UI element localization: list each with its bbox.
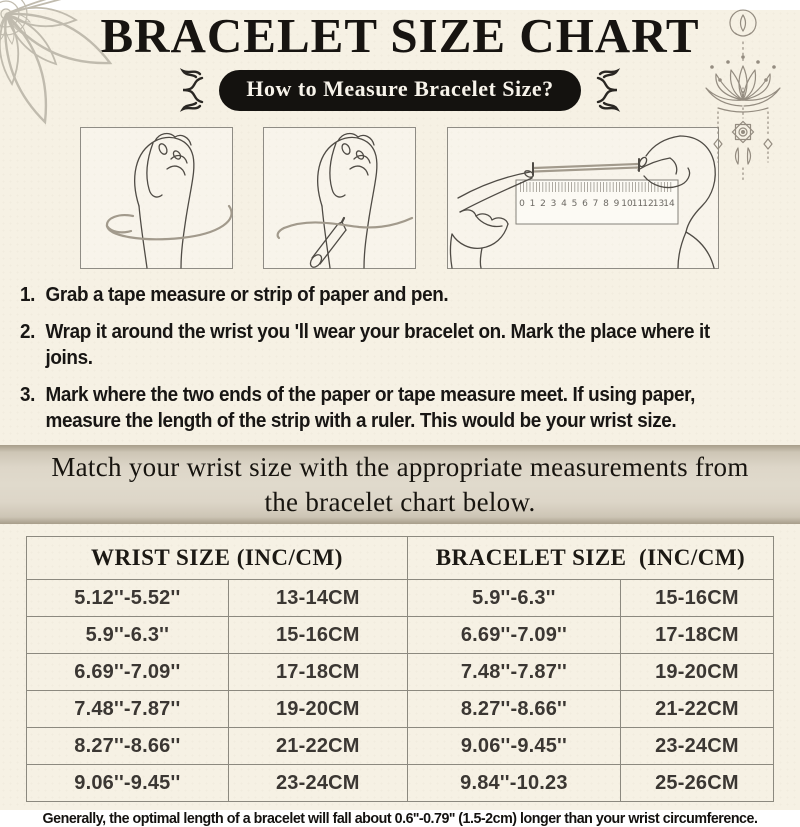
svg-text:11: 11 xyxy=(631,199,644,210)
svg-text:3: 3 xyxy=(550,199,557,210)
bracelet-inches-cell: 5.9''-6.3'' xyxy=(407,580,620,617)
svg-text:4: 4 xyxy=(561,199,567,210)
svg-text:8: 8 xyxy=(603,199,609,210)
wrist-size-header: WRIST SIZE (INC/CM) xyxy=(27,537,408,580)
right-flourish-icon xyxy=(594,68,624,112)
svg-text:5: 5 xyxy=(571,199,578,210)
size-row xyxy=(27,728,774,765)
wrist-inches-cell: 6.69''-7.09'' xyxy=(27,654,229,691)
instruction-step-3 xyxy=(20,382,768,435)
svg-text:10: 10 xyxy=(621,199,633,210)
bracelet-size-chart-infographic xyxy=(0,8,800,827)
step-text: Wrap it around the wrist you 'll wear your bracelet on. Mark the place where it joins. xyxy=(45,320,710,370)
mandala-flower-icon xyxy=(0,6,146,166)
svg-text:2: 2 xyxy=(540,199,546,210)
svg-text:13: 13 xyxy=(652,199,665,210)
wrist-cm-cell: 17-18CM xyxy=(228,654,407,691)
instruction-step-2 xyxy=(20,319,768,372)
page-title: BRACELET SIZE CHART xyxy=(100,8,700,63)
step-number: 1. xyxy=(20,284,36,307)
match-size-banner xyxy=(0,445,800,524)
instruction-step-1 xyxy=(20,282,768,308)
ruler-measure-illustration xyxy=(447,127,719,269)
svg-text:0: 0 xyxy=(519,199,525,210)
footnote: Generally, the optimal length of a bracelet will fall about 0.6''-0.79'' (1.5-2cm) longer than your wrist circumference. xyxy=(42,810,758,827)
measure-badge: How to Measure Bracelet Size? xyxy=(219,70,580,111)
wrist-cm-cell: 15-16CM xyxy=(228,617,407,654)
bracelet-cm-cell: 25-26CM xyxy=(620,765,773,802)
step-number: 2. xyxy=(20,320,36,343)
wrist-inches-cell: 5.12''-5.52'' xyxy=(27,580,229,617)
lotus-hanging-ornament-icon xyxy=(698,10,788,182)
svg-text:6: 6 xyxy=(582,199,588,210)
size-row xyxy=(27,654,774,691)
wrist-inches-cell: 9.06''-9.45'' xyxy=(27,765,229,802)
svg-text:14: 14 xyxy=(663,199,675,210)
svg-text:12: 12 xyxy=(642,199,654,210)
size-table-header-row xyxy=(27,537,774,580)
svg-text:7: 7 xyxy=(592,199,599,210)
how-to-measure-figures xyxy=(80,127,800,269)
bracelet-cm-cell: 23-24CM xyxy=(620,728,773,765)
bracelet-cm-cell: 21-22CM xyxy=(620,691,773,728)
instruction-list xyxy=(20,282,768,434)
wrist-cm-cell: 21-22CM xyxy=(228,728,407,765)
wrist-inches-cell: 8.27''-8.66'' xyxy=(27,728,229,765)
bracelet-cm-cell: 15-16CM xyxy=(620,580,773,617)
wrist-inches-cell: 7.48''-7.87'' xyxy=(27,691,229,728)
step-number: 3. xyxy=(20,383,36,406)
size-table xyxy=(26,536,774,802)
bracelet-size-header: BRACELET SIZE (INC/CM) xyxy=(407,537,773,580)
bracelet-inches-cell: 9.84''-10.23 xyxy=(407,765,620,802)
wrist-inches-cell: 5.9''-6.3'' xyxy=(27,617,229,654)
left-flourish-icon xyxy=(176,68,206,112)
size-row xyxy=(27,617,774,654)
bracelet-inches-cell: 9.06''-9.45'' xyxy=(407,728,620,765)
banner-text: Match your wrist size with the appropriate measurements from the bracelet chart below. xyxy=(51,452,749,517)
wrist-cm-cell: 23-24CM xyxy=(228,765,407,802)
svg-text:1: 1 xyxy=(529,199,536,210)
bracelet-cm-cell: 17-18CM xyxy=(620,617,773,654)
wrist-cm-cell: 13-14CM xyxy=(228,580,407,617)
wrist-cm-cell: 19-20CM xyxy=(228,691,407,728)
bracelet-cm-cell: 19-20CM xyxy=(620,654,773,691)
bracelet-inches-cell: 8.27''-8.66'' xyxy=(407,691,620,728)
bracelet-inches-cell: 7.48''-7.87'' xyxy=(407,654,620,691)
size-row xyxy=(27,580,774,617)
hand-mark-pen-illustration xyxy=(263,127,416,269)
svg-text:9: 9 xyxy=(613,199,620,210)
size-row xyxy=(27,765,774,802)
bracelet-inches-cell: 6.69''-7.09'' xyxy=(407,617,620,654)
step-text: Grab a tape measure or strip of paper and pen. xyxy=(45,284,449,307)
size-row xyxy=(27,691,774,728)
step-text: Mark where the two ends of the paper or tape measure meet. If using paper, measure the length of the strip with a ruler. This would be your wrist size. xyxy=(45,383,695,432)
ruler-scale xyxy=(519,199,675,209)
